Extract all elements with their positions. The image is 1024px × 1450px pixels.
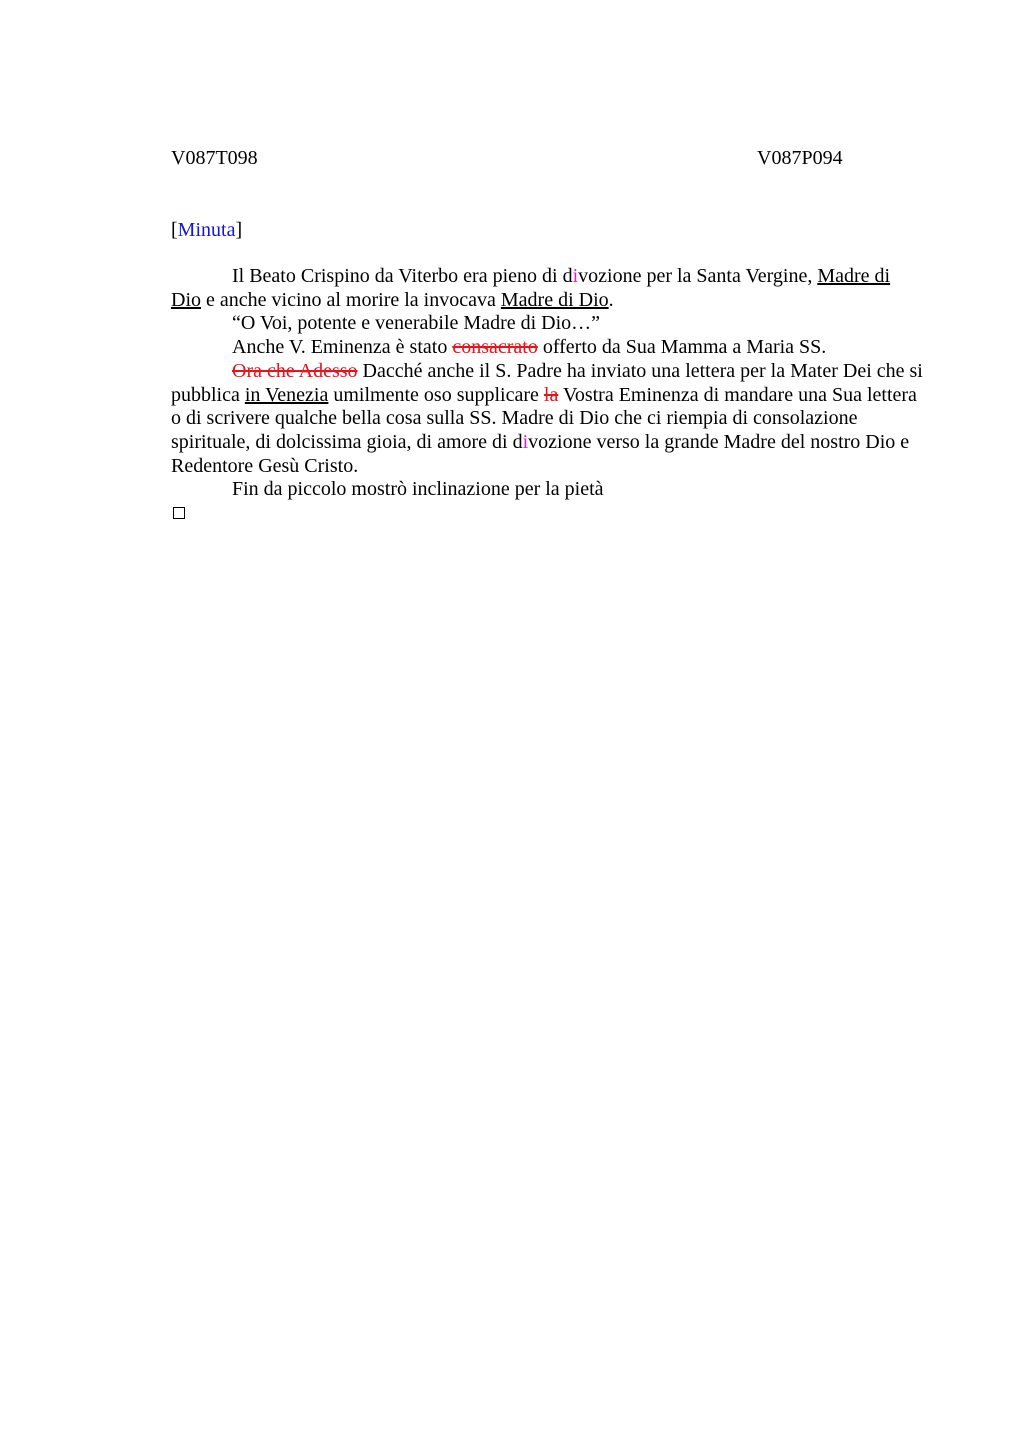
body-text — [171, 265, 925, 502]
p4-text-b: Dacché anche il S. Padre ha inviato una lettera per la Mater Dei che si pubblica — [171, 359, 923, 406]
p5-text: Fin da piccolo mostrò inclinazione per la pietà — [232, 478, 604, 501]
p4-deleted-la: la — [543, 383, 559, 406]
p2-text: “O Voi, potente e venerabile Madre di Dio…” — [232, 312, 601, 335]
paragraph-5 — [171, 478, 925, 502]
minuta-label — [171, 218, 242, 242]
p1-text-e: e anche vicino al morire la invocava — [201, 288, 501, 311]
empty-square-icon — [173, 507, 185, 519]
p4-inserted-letter: i — [522, 430, 529, 453]
p1-underlined-madre-di-dio-2: Madre di Dio — [500, 288, 609, 311]
header-left-code: V087T098 — [171, 147, 258, 169]
p1-text-c: vozione per la Santa Vergine, — [578, 265, 818, 287]
paragraph-1 — [171, 265, 925, 312]
p3-deleted-word: consacrato — [452, 336, 538, 359]
header-right-code: V087P094 — [757, 147, 843, 169]
p1-inserted-letter: i — [572, 265, 579, 287]
p1-text-g: . — [608, 288, 614, 311]
p3-text-a: Anche V. Eminenza è stato — [232, 336, 453, 359]
p4-text-f: Vostra Eminenza di mandare una Sua lettera o di scrivere qualche bella cosa sulla SS. Madre di Dio che ci riempia di consolazione spirituale, di dolcissima gioia, di amore di d — [171, 383, 917, 453]
paragraph-3 — [171, 336, 925, 360]
p1-text-a: Il Beato Crispino da Viterbo era pieno di d — [232, 265, 573, 287]
p4-underlined-venezia: in Venezia — [244, 383, 329, 406]
paragraph-4 — [171, 360, 925, 479]
p4-text-d: umilmente oso supplicare — [328, 383, 544, 406]
p3-text-c: offerto da Sua Mamma a Maria SS. — [537, 336, 827, 359]
paragraph-2 — [171, 312, 925, 336]
p4-deleted-phrase: Ora che Adesso — [232, 359, 358, 382]
label-bracket-close: ] — [235, 219, 243, 241]
p4-text-h: vozione verso la grande Madre del nostro Dio e Redentore Gesù Cristo. — [171, 430, 910, 477]
p1-underlined-madre-di-dio: Madre di Dio — [171, 265, 891, 311]
label-text: Minuta — [177, 219, 236, 241]
label-bracket-open: [ — [171, 219, 178, 241]
